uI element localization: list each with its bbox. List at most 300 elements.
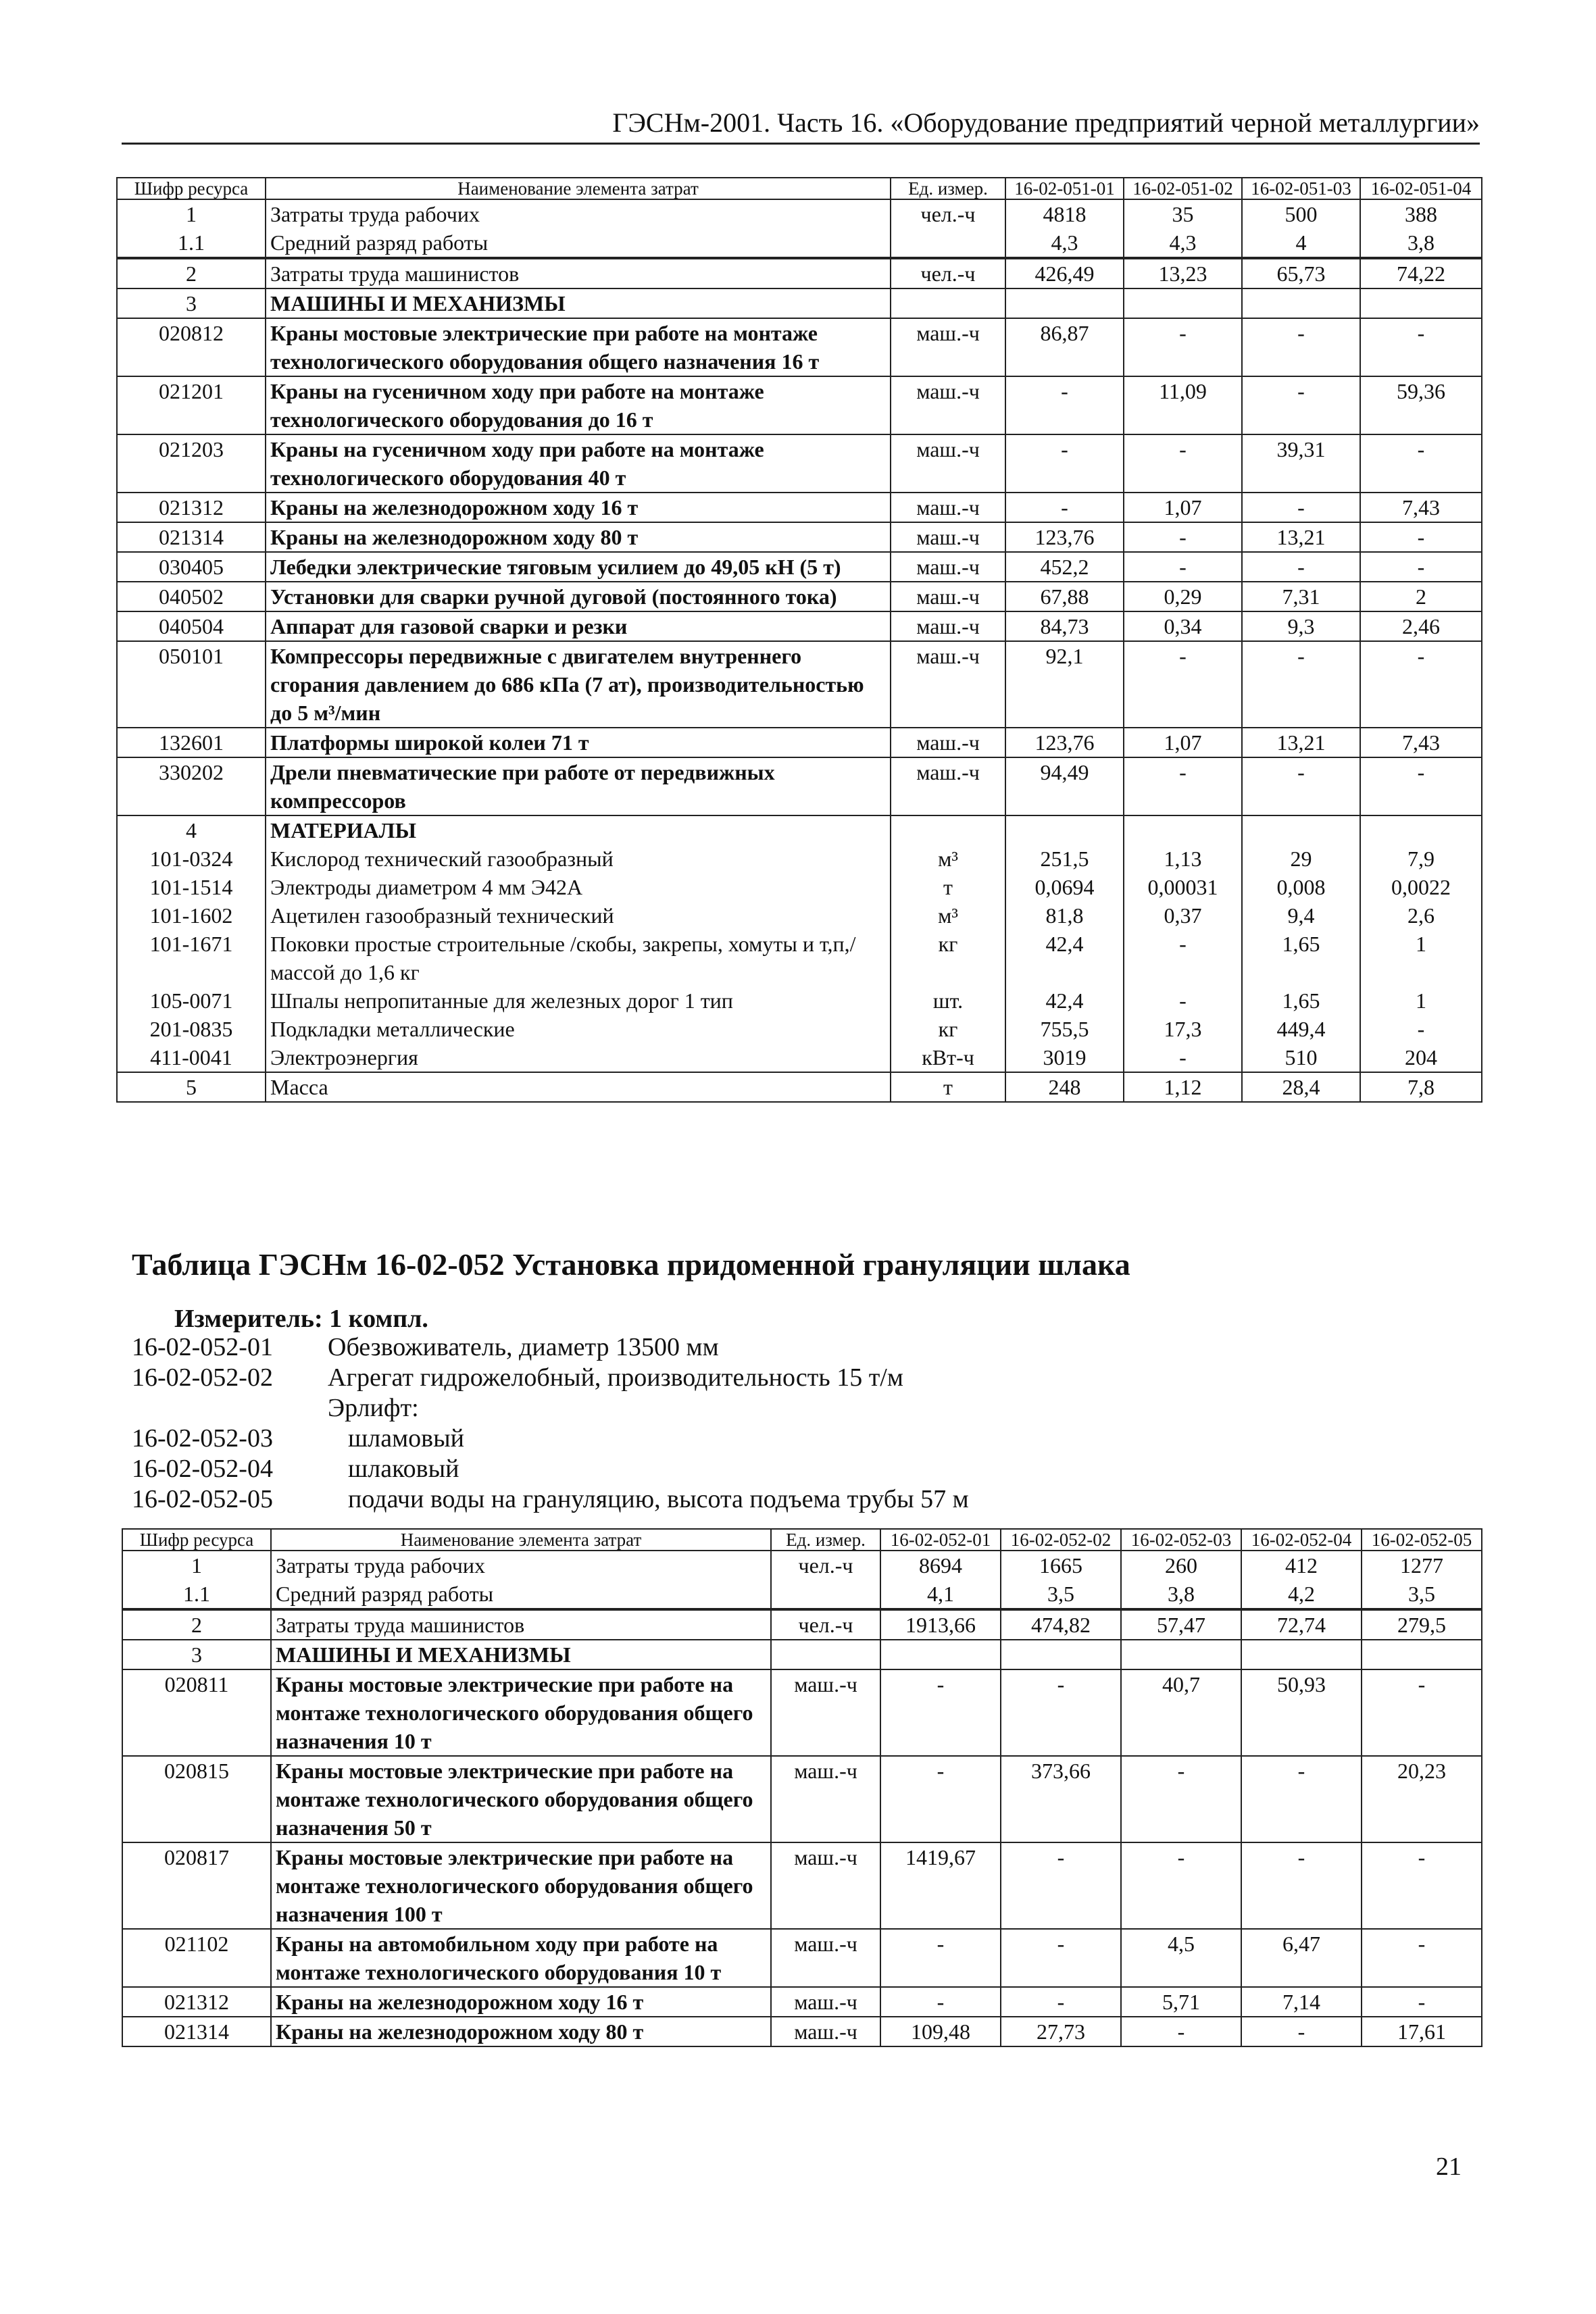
norm-value: 4,1 bbox=[880, 1580, 1001, 1609]
norm-value: 29 bbox=[1242, 845, 1360, 873]
unit: маш.-ч bbox=[891, 582, 1005, 611]
norm-value: 1 bbox=[1360, 986, 1482, 1015]
norm-value: - bbox=[880, 1756, 1001, 1842]
norm-value: 449,4 bbox=[1242, 1015, 1360, 1043]
norm-value: 50,93 bbox=[1241, 1669, 1362, 1756]
column-header: Шифр ресурса bbox=[117, 178, 266, 199]
cost-element-name: Краны на железнодорожном ходу 16 т bbox=[271, 1987, 771, 2017]
norm-value: - bbox=[1360, 757, 1482, 815]
table-row bbox=[117, 901, 1482, 930]
unit: маш.-ч bbox=[891, 611, 1005, 641]
resource-code: 050101 bbox=[117, 641, 266, 728]
norm-value: 1419,67 bbox=[880, 1842, 1001, 1929]
cost-element-name: Краны на железнодорожном ходу 80 т bbox=[266, 522, 891, 552]
norm-code-list bbox=[132, 1332, 969, 1515]
norm-value: 17,61 bbox=[1362, 2017, 1482, 2046]
unit: т bbox=[891, 873, 1005, 901]
norm-value: - bbox=[1360, 1015, 1482, 1043]
norm-value: - bbox=[1241, 1756, 1362, 1842]
cost-element-name: Краны мостовые электрические при работе на монтаже технологического оборудования общего назначения 10 т bbox=[271, 1669, 771, 1756]
unit: чел.-ч bbox=[891, 258, 1005, 288]
norm-value: 8694 bbox=[880, 1551, 1001, 1580]
resource-code: 1.1 bbox=[117, 228, 266, 258]
table-row bbox=[122, 1756, 1482, 1842]
unit bbox=[771, 1640, 880, 1669]
norm-value: 27,73 bbox=[1001, 2017, 1121, 2046]
resource-code: 021203 bbox=[117, 434, 266, 493]
cost-element-name: Подкладки металлические bbox=[266, 1015, 891, 1043]
norm-value: 1,12 bbox=[1124, 1072, 1242, 1102]
norm-value: 279,5 bbox=[1362, 1609, 1482, 1640]
norm-value: 7,8 bbox=[1360, 1072, 1482, 1102]
cost-element-name: Затраты труда рабочих bbox=[271, 1551, 771, 1580]
cost-element-name: МАШИНЫ И МЕХАНИЗМЫ bbox=[271, 1640, 771, 1669]
norm-value: - bbox=[880, 1669, 1001, 1756]
resource-code: 020811 bbox=[122, 1669, 271, 1756]
norm-value: 57,47 bbox=[1121, 1609, 1241, 1640]
norm-value: - bbox=[1362, 1929, 1482, 1987]
norm-value: 74,22 bbox=[1360, 258, 1482, 288]
table-row bbox=[117, 288, 1482, 318]
unit: маш.-ч bbox=[771, 1987, 880, 2017]
cost-element-name: Краны на гусеничном ходу при работе на монтаже технологического оборудования 40 т bbox=[266, 434, 891, 493]
norm-value: - bbox=[1362, 1669, 1482, 1756]
norm-code: 16-02-052-04 bbox=[132, 1455, 273, 1483]
table-row bbox=[117, 434, 1482, 493]
norm-value: 0,29 bbox=[1124, 582, 1242, 611]
table-row bbox=[117, 582, 1482, 611]
norm-value: 474,82 bbox=[1001, 1609, 1121, 1640]
table-caption: Таблица ГЭСНм 16-02-052 Установка придоменной грануляции шлака bbox=[132, 1247, 1130, 1282]
norm-value: 510 bbox=[1242, 1043, 1360, 1072]
norm-code-item bbox=[132, 1332, 969, 1363]
table-row bbox=[122, 1842, 1482, 1929]
table-row bbox=[117, 930, 1482, 986]
unit: маш.-ч bbox=[891, 434, 1005, 493]
resource-code: 101-0324 bbox=[117, 845, 266, 873]
resource-code: 4 bbox=[117, 815, 266, 845]
column-header: Ед. измер. bbox=[891, 178, 1005, 199]
column-header: Наименование элемента затрат bbox=[271, 1529, 771, 1551]
norm-value: - bbox=[880, 1929, 1001, 1987]
norm-value: 7,14 bbox=[1241, 1987, 1362, 2017]
norm-value: 1,07 bbox=[1124, 728, 1242, 757]
cost-element-name: Шпалы непропитанные для железных дорог 1 тип bbox=[266, 986, 891, 1015]
norm-value: - bbox=[1241, 1842, 1362, 1929]
unit: т bbox=[891, 1072, 1005, 1102]
norm-value bbox=[1124, 815, 1242, 845]
table-row bbox=[117, 522, 1482, 552]
norm-description: Обезвоживатель, диаметр 13500 мм bbox=[328, 1333, 719, 1361]
norm-value: - bbox=[1121, 2017, 1241, 2046]
norm-value bbox=[1242, 815, 1360, 845]
norm-value: 28,4 bbox=[1242, 1072, 1360, 1102]
unit: м³ bbox=[891, 845, 1005, 873]
norm-value: - bbox=[1005, 376, 1124, 434]
norm-value: 7,31 bbox=[1242, 582, 1360, 611]
norm-value: 4,5 bbox=[1121, 1929, 1241, 1987]
norm-code-item bbox=[132, 1363, 969, 1393]
norm-value: 17,3 bbox=[1124, 1015, 1242, 1043]
cost-element-name: Установки для сварки ручной дуговой (постоянного тока) bbox=[266, 582, 891, 611]
table-row bbox=[117, 376, 1482, 434]
norm-value: 373,66 bbox=[1001, 1756, 1121, 1842]
norm-value: - bbox=[1124, 930, 1242, 986]
norm-value: 67,88 bbox=[1005, 582, 1124, 611]
cost-element-name: Краны на железнодорожном ходу 80 т bbox=[271, 2017, 771, 2046]
resource-code: 5 bbox=[117, 1072, 266, 1102]
table-row bbox=[117, 845, 1482, 873]
norm-value: 123,76 bbox=[1005, 522, 1124, 552]
table-row bbox=[117, 228, 1482, 258]
unit: маш.-ч bbox=[891, 376, 1005, 434]
norm-value: - bbox=[1005, 493, 1124, 522]
norm-value: 109,48 bbox=[880, 2017, 1001, 2046]
resource-code: 021312 bbox=[117, 493, 266, 522]
norm-value bbox=[1360, 288, 1482, 318]
norm-value: 1,07 bbox=[1124, 493, 1242, 522]
cost-element-name: Краны на железнодорожном ходу 16 т bbox=[266, 493, 891, 522]
resource-code: 101-1602 bbox=[117, 901, 266, 930]
resource-code: 105-0071 bbox=[117, 986, 266, 1015]
resource-table-051 bbox=[116, 177, 1482, 1103]
unit: кг bbox=[891, 930, 1005, 986]
norm-value: 4818 bbox=[1005, 199, 1124, 228]
cost-element-name: Лебедки электрические тяговым усилием до 49,05 кН (5 т) bbox=[266, 552, 891, 582]
norm-value: 9,3 bbox=[1242, 611, 1360, 641]
resource-code: 021314 bbox=[117, 522, 266, 552]
norm-value: - bbox=[1001, 1669, 1121, 1756]
norm-description: шламовый bbox=[348, 1424, 464, 1453]
resource-code: 020815 bbox=[122, 1756, 271, 1842]
unit: маш.-ч bbox=[771, 1842, 880, 1929]
norm-value: 426,49 bbox=[1005, 258, 1124, 288]
norm-value: 86,87 bbox=[1005, 318, 1124, 376]
norm-value: - bbox=[1242, 376, 1360, 434]
cost-element-name: Аппарат для газовой сварки и резки bbox=[266, 611, 891, 641]
norm-value: - bbox=[1360, 641, 1482, 728]
column-header: 16-02-052-01 bbox=[880, 1529, 1001, 1551]
norm-value: - bbox=[1362, 1987, 1482, 2017]
norm-code-item bbox=[132, 1393, 969, 1424]
table-header-row bbox=[117, 178, 1482, 199]
norm-value: 0,00031 bbox=[1124, 873, 1242, 901]
norm-value: - bbox=[1360, 552, 1482, 582]
unit: шт. bbox=[891, 986, 1005, 1015]
column-header: Шифр ресурса bbox=[122, 1529, 271, 1551]
norm-code: 16-02-052-03 bbox=[132, 1424, 273, 1453]
norm-value: 6,47 bbox=[1241, 1929, 1362, 1987]
resource-table-052 bbox=[122, 1528, 1482, 2047]
norm-value: 4,3 bbox=[1005, 228, 1124, 258]
unit: кг bbox=[891, 1015, 1005, 1043]
unit: маш.-ч bbox=[891, 522, 1005, 552]
resource-code: 330202 bbox=[117, 757, 266, 815]
norm-code bbox=[132, 1393, 328, 1424]
unit: маш.-ч bbox=[771, 2017, 880, 2046]
cost-element-name: Краны мостовые электрические при работе на монтаже технологического оборудования общего назначения 16 т bbox=[266, 318, 891, 376]
unit: маш.-ч bbox=[891, 318, 1005, 376]
norm-value: - bbox=[1124, 757, 1242, 815]
norm-value: - bbox=[1124, 986, 1242, 1015]
resource-code: 2 bbox=[122, 1609, 271, 1640]
unit: чел.-ч bbox=[771, 1551, 880, 1580]
norm-value: 1,13 bbox=[1124, 845, 1242, 873]
column-header: 16-02-051-04 bbox=[1360, 178, 1482, 199]
norm-value: 11,09 bbox=[1124, 376, 1242, 434]
column-header: 16-02-051-01 bbox=[1005, 178, 1124, 199]
cost-element-name: Краны на гусеничном ходу при работе на монтаже технологического оборудования до 16 т bbox=[266, 376, 891, 434]
norm-value: 452,2 bbox=[1005, 552, 1124, 582]
norm-value: 94,49 bbox=[1005, 757, 1124, 815]
norm-value: 4,2 bbox=[1241, 1580, 1362, 1609]
cost-element-name: Электроды диаметром 4 мм Э42А bbox=[266, 873, 891, 901]
norm-value: 3,5 bbox=[1001, 1580, 1121, 1609]
unit bbox=[891, 815, 1005, 845]
norm-value: 7,9 bbox=[1360, 845, 1482, 873]
norm-value: 755,5 bbox=[1005, 1015, 1124, 1043]
norm-code-item bbox=[132, 1484, 969, 1515]
unit: м³ bbox=[891, 901, 1005, 930]
norm-value: - bbox=[880, 1987, 1001, 2017]
table-row bbox=[117, 728, 1482, 757]
norm-value: 123,76 bbox=[1005, 728, 1124, 757]
running-header: ГЭСНм-2001. Часть 16. «Оборудование предприятий черной металлургии» bbox=[122, 107, 1480, 145]
norm-value: 3,5 bbox=[1362, 1580, 1482, 1609]
resource-code: 3 bbox=[117, 288, 266, 318]
cost-element-name: Краны мостовые электрические при работе на монтаже технологического оборудования общего назначения 100 т bbox=[271, 1842, 771, 1929]
cost-element-name: Средний разряд работы bbox=[266, 228, 891, 258]
norm-value: 59,36 bbox=[1360, 376, 1482, 434]
unit: маш.-ч bbox=[771, 1756, 880, 1842]
resource-code: 020817 bbox=[122, 1842, 271, 1929]
unit: кВт-ч bbox=[891, 1043, 1005, 1072]
resource-code: 020812 bbox=[117, 318, 266, 376]
norm-value: 0,008 bbox=[1242, 873, 1360, 901]
table-header-row bbox=[122, 1529, 1482, 1551]
norm-value: 1,65 bbox=[1242, 930, 1360, 986]
resource-code: 101-1514 bbox=[117, 873, 266, 901]
cost-element-name: Краны на автомобильном ходу при работе на монтаже технологического оборудования 10 т bbox=[271, 1929, 771, 1987]
resource-code: 021314 bbox=[122, 2017, 271, 2046]
norm-value: - bbox=[1362, 1842, 1482, 1929]
norm-value: 2,6 bbox=[1360, 901, 1482, 930]
norm-code-item bbox=[132, 1424, 969, 1454]
norm-value: 1,65 bbox=[1242, 986, 1360, 1015]
norm-value: 92,1 bbox=[1005, 641, 1124, 728]
norm-value: 1665 bbox=[1001, 1551, 1121, 1580]
norm-value: - bbox=[1242, 552, 1360, 582]
table-row bbox=[117, 1072, 1482, 1102]
norm-value: 7,43 bbox=[1360, 728, 1482, 757]
norm-value: 4 bbox=[1242, 228, 1360, 258]
norm-value: - bbox=[1121, 1842, 1241, 1929]
table-row bbox=[117, 1043, 1482, 1072]
table-row bbox=[117, 611, 1482, 641]
norm-value: 42,4 bbox=[1005, 930, 1124, 986]
norm-description: Эрлифт: bbox=[328, 1394, 419, 1422]
norm-value: - bbox=[1124, 641, 1242, 728]
norm-value: 1913,66 bbox=[880, 1609, 1001, 1640]
cost-element-name: Затраты труда рабочих bbox=[266, 199, 891, 228]
norm-description: подачи воды на грануляцию, высота подъема трубы 57 м bbox=[348, 1485, 969, 1513]
cost-element-name: Кислород технический газообразный bbox=[266, 845, 891, 873]
column-header: 16-02-052-03 bbox=[1121, 1529, 1241, 1551]
norm-value: 20,23 bbox=[1362, 1756, 1482, 1842]
cost-element-name: Поковки простые строительные /скобы, закрепы, хомуты и т,п,/ массой до 1,6 кг bbox=[266, 930, 891, 986]
unit: чел.-ч bbox=[891, 199, 1005, 228]
norm-value: - bbox=[1124, 552, 1242, 582]
unit: маш.-ч bbox=[771, 1669, 880, 1756]
norm-value: 251,5 bbox=[1005, 845, 1124, 873]
cost-element-name: Средний разряд работы bbox=[271, 1580, 771, 1609]
norm-value: 35 bbox=[1124, 199, 1242, 228]
norm-value bbox=[1001, 1640, 1121, 1669]
table-row bbox=[122, 1551, 1482, 1580]
unit: чел.-ч bbox=[771, 1609, 880, 1640]
norm-value bbox=[1362, 1640, 1482, 1669]
norm-value: - bbox=[1360, 522, 1482, 552]
table-row bbox=[122, 1669, 1482, 1756]
resource-code: 040502 bbox=[117, 582, 266, 611]
norm-value: - bbox=[1001, 1987, 1121, 2017]
norm-value: 13,21 bbox=[1242, 728, 1360, 757]
unit bbox=[891, 288, 1005, 318]
norm-value: - bbox=[1001, 1842, 1121, 1929]
table-row bbox=[122, 1580, 1482, 1609]
norm-description: шлаковый bbox=[348, 1455, 459, 1483]
cost-element-name: Затраты труда машинистов bbox=[266, 258, 891, 288]
unit: маш.-ч bbox=[771, 1929, 880, 1987]
cost-element-name: Затраты труда машинистов bbox=[271, 1609, 771, 1640]
norm-value: 9,4 bbox=[1242, 901, 1360, 930]
norm-value: - bbox=[1001, 1929, 1121, 1987]
table-row bbox=[117, 986, 1482, 1015]
measure-unit: Измеритель: 1 компл. bbox=[174, 1305, 428, 1333]
unit: маш.-ч bbox=[891, 493, 1005, 522]
table-row bbox=[117, 873, 1482, 901]
table-row bbox=[122, 1609, 1482, 1640]
unit: маш.-ч bbox=[891, 552, 1005, 582]
table-row bbox=[122, 1640, 1482, 1669]
table-row bbox=[117, 493, 1482, 522]
norm-value: 0,0694 bbox=[1005, 873, 1124, 901]
norm-value: 1 bbox=[1360, 930, 1482, 986]
column-header: 16-02-051-02 bbox=[1124, 178, 1242, 199]
resource-code: 101-1671 bbox=[117, 930, 266, 986]
unit bbox=[891, 228, 1005, 258]
column-header: Ед. измер. bbox=[771, 1529, 880, 1551]
norm-value: 42,4 bbox=[1005, 986, 1124, 1015]
resource-code: 2 bbox=[117, 258, 266, 288]
norm-description: Агрегат гидрожелобный, производительность 15 т/м bbox=[328, 1363, 903, 1392]
table-row bbox=[122, 1929, 1482, 1987]
norm-value: - bbox=[1005, 434, 1124, 493]
column-header: 16-02-052-05 bbox=[1362, 1529, 1482, 1551]
table-row bbox=[117, 641, 1482, 728]
norm-value: 3,8 bbox=[1360, 228, 1482, 258]
norm-value: 84,73 bbox=[1005, 611, 1124, 641]
cost-element-name: Ацетилен газообразный технический bbox=[266, 901, 891, 930]
norm-value: - bbox=[1241, 2017, 1362, 2046]
norm-value: 0,34 bbox=[1124, 611, 1242, 641]
resource-code: 1 bbox=[117, 199, 266, 228]
column-header: 16-02-052-02 bbox=[1001, 1529, 1121, 1551]
norm-value bbox=[1241, 1640, 1362, 1669]
cost-element-name: Платформы широкой колеи 71 т bbox=[266, 728, 891, 757]
norm-value: - bbox=[1124, 434, 1242, 493]
cost-element-name: Краны мостовые электрические при работе на монтаже технологического оборудования общего назначения 50 т bbox=[271, 1756, 771, 1842]
norm-value: - bbox=[1360, 434, 1482, 493]
norm-value: 3019 bbox=[1005, 1043, 1124, 1072]
norm-value bbox=[1005, 288, 1124, 318]
cost-element-name: Компрессоры передвижные с двигателем внутреннего сгорания давлением до 686 кПа (7 ат), производительностью до 5 м³/мин bbox=[266, 641, 891, 728]
unit: маш.-ч bbox=[891, 641, 1005, 728]
norm-value: 81,8 bbox=[1005, 901, 1124, 930]
resource-code: 030405 bbox=[117, 552, 266, 582]
cost-element-name: МАШИНЫ И МЕХАНИЗМЫ bbox=[266, 288, 891, 318]
resource-code: 411-0041 bbox=[117, 1043, 266, 1072]
resource-code: 201-0835 bbox=[117, 1015, 266, 1043]
norm-code: 16-02-052-02 bbox=[132, 1363, 273, 1392]
norm-value: 248 bbox=[1005, 1072, 1124, 1102]
norm-code: 16-02-052-05 bbox=[132, 1485, 273, 1513]
norm-code-item bbox=[132, 1454, 969, 1484]
norm-value: 13,23 bbox=[1124, 258, 1242, 288]
norm-value: 2 bbox=[1360, 582, 1482, 611]
resource-code: 132601 bbox=[117, 728, 266, 757]
norm-value: 388 bbox=[1360, 199, 1482, 228]
column-header: 16-02-051-03 bbox=[1242, 178, 1360, 199]
norm-value: - bbox=[1242, 757, 1360, 815]
norm-value: - bbox=[1360, 318, 1482, 376]
table-row bbox=[117, 552, 1482, 582]
norm-value: 39,31 bbox=[1242, 434, 1360, 493]
norm-value: 72,74 bbox=[1241, 1609, 1362, 1640]
norm-value: 204 bbox=[1360, 1043, 1482, 1072]
page-number: 21 bbox=[1436, 2153, 1462, 2181]
resource-code: 1 bbox=[122, 1551, 271, 1580]
norm-value: 5,71 bbox=[1121, 1987, 1241, 2017]
norm-value: - bbox=[1124, 318, 1242, 376]
resource-code: 021312 bbox=[122, 1987, 271, 2017]
norm-value: 65,73 bbox=[1242, 258, 1360, 288]
norm-value: 3,8 bbox=[1121, 1580, 1241, 1609]
resource-code: 021201 bbox=[117, 376, 266, 434]
norm-value: - bbox=[1124, 1043, 1242, 1072]
norm-value: 0,37 bbox=[1124, 901, 1242, 930]
norm-value: 2,46 bbox=[1360, 611, 1482, 641]
norm-value: 260 bbox=[1121, 1551, 1241, 1580]
resource-code: 021102 bbox=[122, 1929, 271, 1987]
cost-element-name: МАТЕРИАЛЫ bbox=[266, 815, 891, 845]
cost-element-name: Масса bbox=[266, 1072, 891, 1102]
column-header: 16-02-052-04 bbox=[1241, 1529, 1362, 1551]
resource-code: 1.1 bbox=[122, 1580, 271, 1609]
norm-value bbox=[1242, 288, 1360, 318]
table-row bbox=[117, 318, 1482, 376]
table-row bbox=[122, 2017, 1482, 2046]
cost-element-name: Дрели пневматические при работе от передвижных компрессоров bbox=[266, 757, 891, 815]
norm-value: 13,21 bbox=[1242, 522, 1360, 552]
resource-code: 040504 bbox=[117, 611, 266, 641]
norm-value: 7,43 bbox=[1360, 493, 1482, 522]
table-row bbox=[117, 199, 1482, 228]
norm-code: 16-02-052-01 bbox=[132, 1333, 273, 1361]
norm-value bbox=[1005, 815, 1124, 845]
table-row bbox=[117, 258, 1482, 288]
norm-value: 1277 bbox=[1362, 1551, 1482, 1580]
